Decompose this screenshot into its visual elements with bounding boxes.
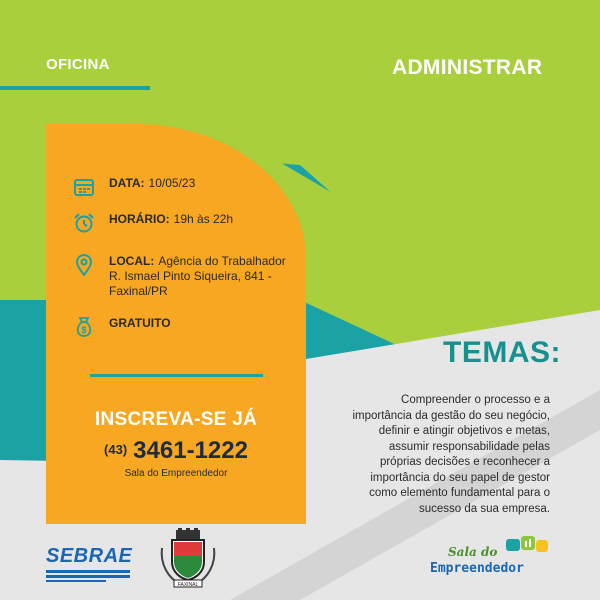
- topics-line: Compreender o processo e a: [401, 394, 550, 406]
- sebrae-stripes: [46, 570, 130, 582]
- topics-line: assumir responsabilidade pelas: [388, 440, 550, 453]
- location-row: [73, 254, 286, 299]
- sebrae-logo: [46, 545, 133, 587]
- address-line-2: Faxinal/PR: [109, 284, 168, 298]
- date-value: 10/05/23: [148, 176, 196, 190]
- chat-bubbles-icon: [504, 535, 552, 559]
- event-info-card: [46, 124, 306, 524]
- svg-text:$: $: [81, 325, 87, 335]
- time-label: HORÁRIO:: [109, 212, 170, 226]
- topics-line: definir e atingir objetivos e metas,: [378, 425, 550, 437]
- area-code: (43): [104, 442, 128, 457]
- location-pin-icon: [73, 254, 95, 276]
- workshop-title: ADMINISTRAR: [392, 56, 543, 79]
- sala-empreendedor-logo: [430, 535, 552, 585]
- price-row: [73, 316, 175, 338]
- free-label: GRATUITO: [109, 316, 171, 330]
- money-bag-icon: [73, 316, 95, 338]
- local-label: LOCAL:: [109, 254, 155, 268]
- signup-phone[interactable]: [46, 437, 306, 465]
- topics-line: sucesso da sua empresa.: [418, 502, 550, 515]
- date-row: [73, 176, 195, 198]
- crest-text: FAXINAL: [177, 582, 199, 588]
- topics-line: importância da gestão do seu negócio,: [352, 409, 550, 422]
- divider: [90, 374, 263, 377]
- city-crest-logo: [158, 528, 218, 590]
- signup-cta: [46, 409, 306, 479]
- topics-line: próprias decisões e reconhecer a: [379, 456, 550, 468]
- sala-line-1: Sala do: [448, 545, 498, 559]
- phone-number: 3461-1222: [133, 437, 248, 464]
- signup-title: INSCREVA-SE JÁ: [94, 409, 258, 430]
- calendar-icon: [73, 176, 95, 198]
- time-row: [73, 212, 233, 234]
- signup-subtitle: Sala do Empreendedor: [124, 468, 228, 479]
- topics-body: [322, 393, 550, 517]
- topics-line: como elemento fundamental para o: [369, 487, 550, 499]
- workshop-label: OFICINA: [46, 56, 110, 73]
- alarm-clock-icon: [73, 212, 95, 234]
- address-line-1: R. Ismael Pinto Siqueira, 841 -: [109, 269, 272, 283]
- date-label: DATA:: [109, 176, 145, 190]
- topics-line: importância do seu papel de gestor: [370, 471, 550, 484]
- sebrae-wordmark: SEBRAE: [46, 545, 133, 567]
- sala-line-2: Empreendedor: [430, 561, 524, 576]
- topics-title: TEMAS:: [443, 336, 561, 369]
- time-value: 19h às 22h: [173, 212, 234, 226]
- local-value: Agência do Trabalhador: [158, 254, 286, 268]
